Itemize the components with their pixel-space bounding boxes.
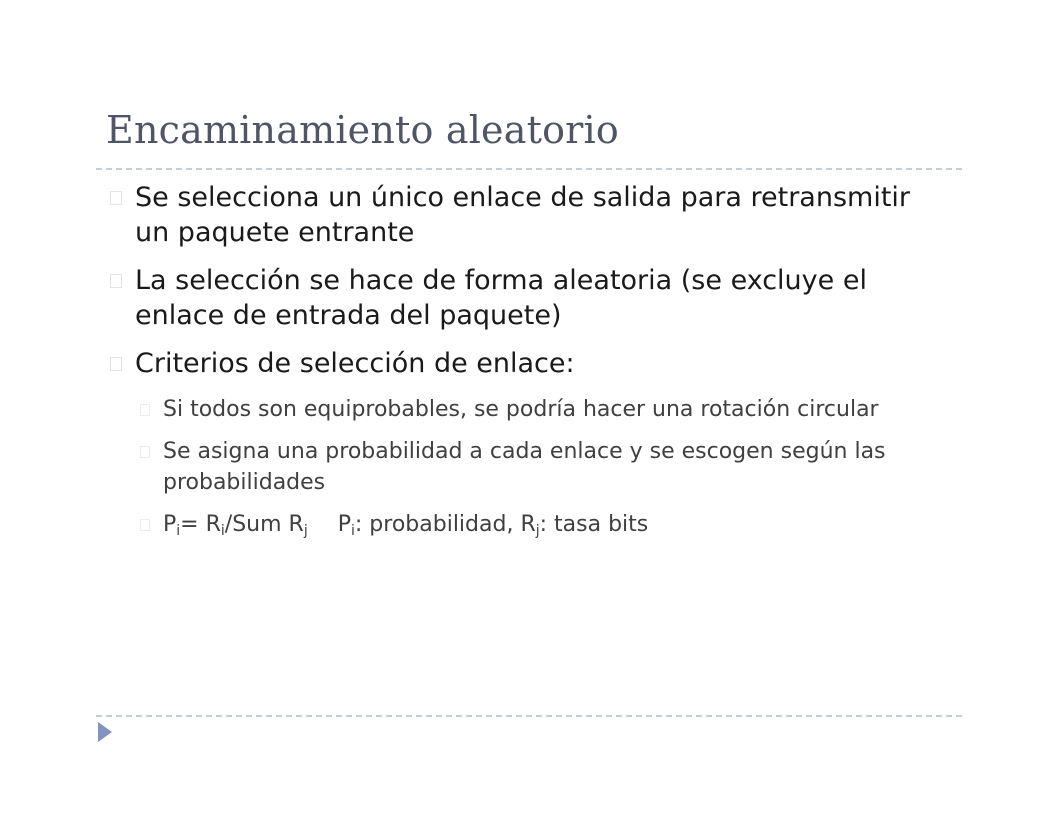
formula-sub-j: j xyxy=(303,523,308,539)
right-triangle-icon[interactable] xyxy=(98,722,112,742)
bullet-square-icon xyxy=(110,357,122,371)
formula-r: R xyxy=(288,512,304,537)
formula-sub-i: i xyxy=(351,523,355,539)
formula-def-prob: : probabilidad, xyxy=(354,512,521,537)
bullet-square-icon xyxy=(140,519,150,531)
formula-eq: = xyxy=(180,512,206,537)
formula-p: P xyxy=(337,512,352,537)
formula-r: R xyxy=(205,512,221,537)
formula-item xyxy=(108,509,948,540)
slide-title: Encaminamiento aleatorio xyxy=(106,108,619,152)
slide-body xyxy=(108,180,948,551)
formula-sub-j: j xyxy=(535,523,540,539)
title-divider xyxy=(96,168,962,170)
formula-sub-i: i xyxy=(176,523,181,539)
bullet-square-icon xyxy=(140,404,150,416)
subbullet-item xyxy=(108,436,948,498)
formula-r: R xyxy=(520,512,536,537)
bullet-text: Se selecciona un único enlace de salida para retransmitir un paquete entrante xyxy=(135,182,911,248)
footer-divider xyxy=(96,715,962,717)
subbullet-item xyxy=(108,394,948,425)
bullet-text: La selección se hace de forma aleatoria (se excluye el enlace de entrada del paquete) xyxy=(135,265,867,331)
subbullet-text: Se asigna una probabilidad a cada enlace y se escogen según las probabilidades xyxy=(163,439,886,495)
bullet-item xyxy=(108,346,948,381)
bullet-square-icon xyxy=(110,191,122,205)
bullet-item xyxy=(108,263,948,333)
bullet-text: Criterios de selección de enlace: xyxy=(135,348,575,379)
formula-sub-i: i xyxy=(220,523,225,539)
subbullet-text: Si todos son equiprobables, se podría hacer una rotación circular xyxy=(163,397,879,422)
formula-sum: /Sum xyxy=(224,512,289,537)
bullet-square-icon xyxy=(140,446,150,458)
bullet-item xyxy=(108,180,948,250)
formula-def-rate: : tasa bits xyxy=(539,512,649,537)
formula-p: P xyxy=(163,512,177,537)
bullet-square-icon xyxy=(110,274,122,288)
